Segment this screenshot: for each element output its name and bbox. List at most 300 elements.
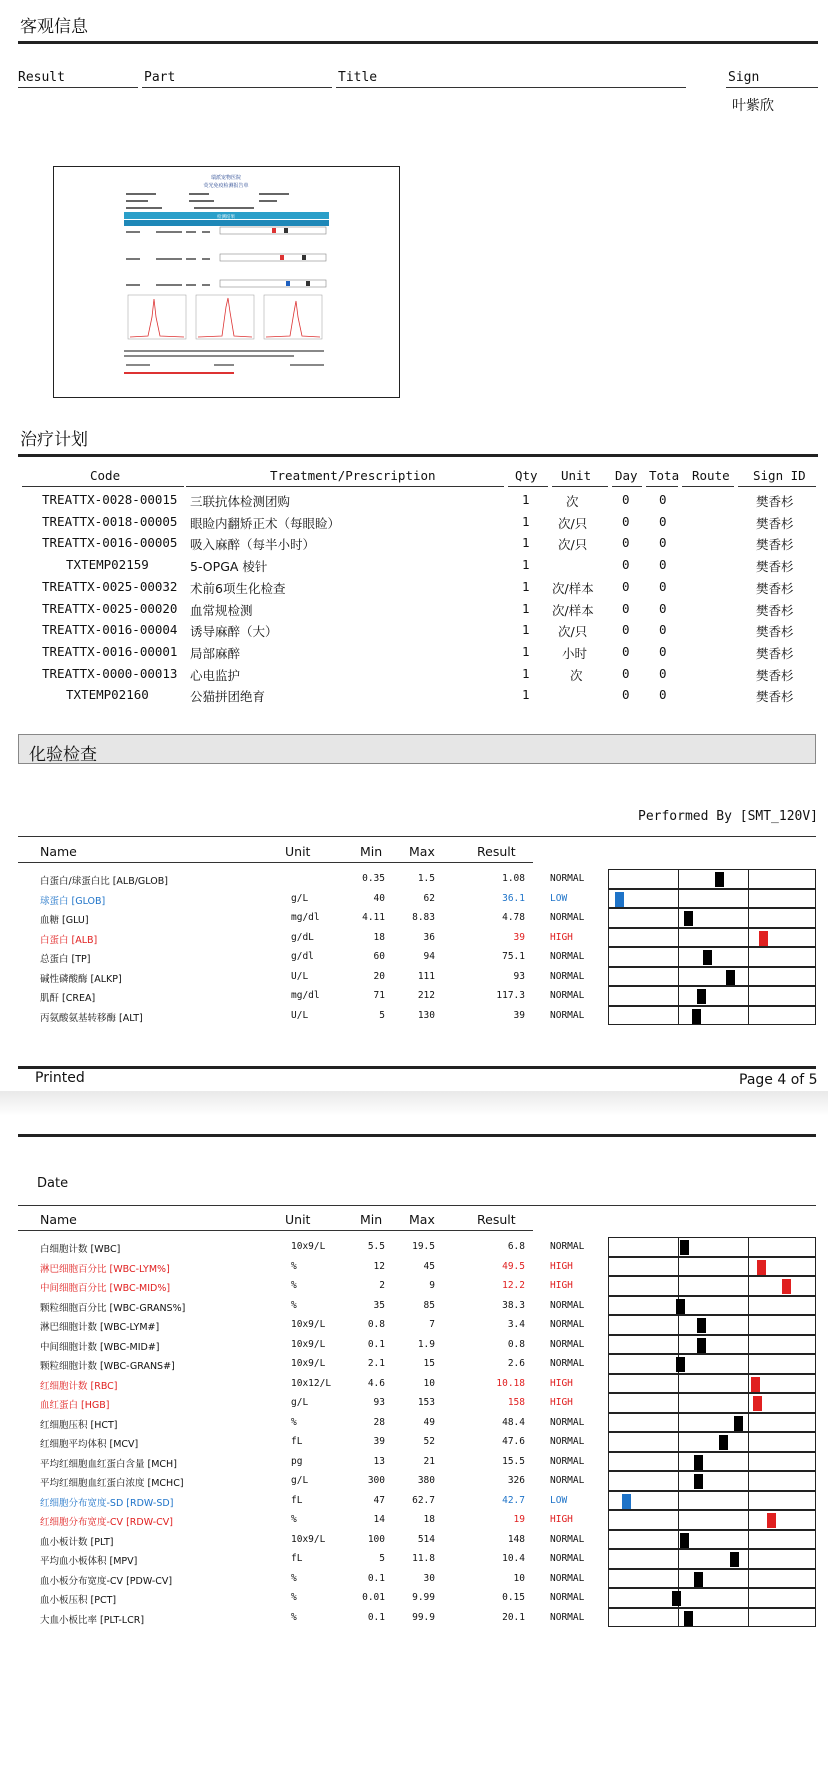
lab-col-unit: Unit (285, 844, 311, 859)
lab-test-min: 4.6 (367, 1377, 385, 1389)
treatment-qty: 1 (522, 557, 530, 573)
gauge-divider (748, 890, 749, 908)
lab-result-row[interactable] (0, 1549, 828, 1569)
treatment-unit: 次/样本 (552, 602, 594, 618)
lab-test-name: 颗粒细胞百分比 [WBC-GRANS%] (40, 1302, 186, 1314)
sign-value: 叶紫欣 (732, 98, 774, 114)
lab-result-row[interactable] (0, 1491, 828, 1511)
lab-test-name: 中间细胞百分比 [WBC-MID%] (40, 1283, 171, 1294)
lab-result-row[interactable] (0, 1432, 828, 1452)
lab-result-row[interactable] (0, 1393, 828, 1413)
lab-test-max: 380 (417, 1475, 435, 1486)
treatment-row[interactable] (0, 663, 828, 685)
lab-test-status: NORMAL (550, 970, 585, 982)
title-label: Title (338, 70, 378, 85)
gauge-divider (678, 890, 679, 908)
lab-test-result: 39 (513, 1009, 525, 1021)
lab2-col-max: Max (409, 1212, 435, 1227)
lab-test-max: 8.83 (412, 912, 435, 923)
lab-result-row[interactable] (0, 908, 828, 928)
treatment-name: 血常规检测 (190, 602, 253, 618)
lab-test-name: 大血小板比率 [PLT-LCR] (40, 1614, 145, 1626)
lab-test-status: NORMAL (550, 1592, 585, 1603)
code-header-line (22, 486, 184, 487)
gauge-divider (748, 1589, 749, 1607)
lab-test-name: 白细胞计数 [WBC] (40, 1244, 121, 1255)
lab-test-unit: fL (291, 1553, 303, 1564)
gauge-marker (684, 1611, 693, 1626)
lab-test-max: 45 (423, 1260, 435, 1272)
gauge-divider (748, 1277, 749, 1295)
lab-test-max: 36 (423, 931, 435, 943)
treatment-name: 诱导麻醉（大） (190, 624, 278, 640)
lab-test-unit: g/dL (291, 931, 314, 943)
printed-label: Printed (35, 1070, 85, 1086)
treatment-name: 局部麻醉 (190, 645, 241, 661)
lab-test-max: 49 (423, 1416, 435, 1428)
lab-test-status: HIGH (550, 1514, 573, 1525)
lab-test-unit: 10x12/L (291, 1377, 332, 1389)
gauge-divider (748, 1570, 749, 1588)
day-header-line (612, 486, 642, 487)
treatment-name: 眼睑内翻矫正术（每眼睑） (190, 515, 341, 531)
lab-test-name: 白蛋白 [ALB] (40, 934, 98, 946)
gauge-marker (767, 1513, 776, 1528)
col-day-header: Day (615, 468, 638, 483)
lab-test-result: 20.1 (502, 1611, 525, 1623)
gauge-divider (748, 1238, 749, 1256)
lab-test-result: 326 (507, 1475, 525, 1486)
lab-section-bar (18, 734, 816, 764)
lab-top-rule (18, 836, 816, 837)
lab-test-unit: % (291, 1416, 297, 1428)
lab-test-max: 85 (423, 1299, 435, 1311)
lab-test-status: NORMAL (550, 1553, 585, 1564)
gauge-divider (678, 1492, 679, 1510)
col-code-header: Code (90, 468, 121, 483)
treatment-sign: 樊香杉 (756, 537, 794, 553)
treatment-section-title: 治疗计划 (20, 430, 88, 450)
gauge-divider (748, 1394, 749, 1412)
lab-test-result: 12.2 (502, 1280, 525, 1291)
gauge-divider (748, 1414, 749, 1432)
range-gauge (608, 1608, 816, 1628)
range-gauge (608, 1315, 816, 1335)
gauge-marker (703, 950, 712, 965)
lab-test-name: 白蛋白/球蛋白比 [ALB/GLOB] (40, 876, 168, 887)
lab-test-result: 10 (513, 1572, 525, 1584)
gauge-divider (678, 1570, 679, 1588)
lab2-col-name: Name (40, 1212, 77, 1227)
treatment-name: 吸入麻醉（每半小时） (190, 537, 316, 553)
treatment-row[interactable] (0, 619, 828, 641)
treatment-code: TREATTX-0016-00005 (42, 535, 178, 551)
treatment-row[interactable] (0, 489, 828, 511)
lab-test-status: HIGH (550, 1260, 573, 1272)
treatment-sign: 樊香杉 (756, 667, 794, 683)
lab-test-unit: % (291, 1260, 297, 1272)
lab-test-min: 300 (367, 1475, 385, 1486)
lab-test-name: 颗粒细胞计数 [WBC-GRANS#] (40, 1361, 175, 1372)
treatment-day: 0 (622, 492, 630, 507)
gauge-marker (715, 872, 724, 887)
thumb-section: 检测结果 (217, 215, 235, 220)
lab-test-result: 15.5 (502, 1455, 525, 1467)
lab-test-max: 9 (429, 1280, 435, 1291)
result-label: Result (18, 70, 65, 85)
lab-test-status: NORMAL (550, 1436, 585, 1447)
lab-result-row[interactable] (0, 1354, 828, 1374)
lab-test-max: 99.9 (412, 1611, 435, 1623)
lab-result-row[interactable] (0, 889, 828, 909)
treatment-row[interactable] (0, 532, 828, 554)
lab-test-name: 淋巴细胞百分比 [WBC-LYM%] (40, 1263, 170, 1275)
treatment-name: 术前6项生化检查 (190, 580, 286, 596)
lab2-top-rule (18, 1205, 816, 1206)
lab-test-status: NORMAL (550, 1475, 585, 1486)
gauge-divider (748, 1316, 749, 1334)
lab-test-result: 93 (513, 970, 525, 982)
lab-result-row[interactable] (0, 1315, 828, 1335)
lab-result-row[interactable] (0, 869, 828, 889)
lab-test-name: 总蛋白 [TP] (40, 954, 91, 965)
lab-test-status: NORMAL (550, 1455, 585, 1467)
treatment-unit: 次/样本 (552, 580, 594, 596)
col-treatment-header: Treatment/Prescription (270, 468, 436, 483)
gauge-divider (678, 1007, 679, 1025)
lab-result-row[interactable] (0, 1257, 828, 1277)
gauge-marker (734, 1416, 743, 1431)
gauge-marker (692, 1009, 701, 1024)
gauge-divider (748, 1336, 749, 1354)
lab-result-row[interactable] (0, 967, 828, 987)
lab-test-unit: U/L (291, 1009, 309, 1021)
lab-result-row[interactable] (0, 986, 828, 1006)
gauge-marker (694, 1572, 703, 1587)
gauge-divider (678, 1609, 679, 1627)
lab-test-min: 20 (373, 970, 385, 982)
col-route-header: Route (692, 468, 730, 483)
lab-test-status: NORMAL (550, 1338, 585, 1350)
part-label: Part (144, 70, 176, 85)
treatment-name: 心电监护 (190, 667, 241, 683)
lab-col-name: Name (40, 844, 77, 859)
lab-test-max: 94 (423, 951, 435, 962)
gauge-marker (757, 1260, 766, 1275)
lab-test-max: 30 (423, 1572, 435, 1584)
gauge-marker (697, 1318, 706, 1333)
treatment-unit: 次 (566, 494, 579, 509)
lab-test-name: 红细胞平均体积 [MCV] (40, 1439, 139, 1450)
lab-test-min: 2 (379, 1280, 385, 1291)
lab-test-unit: 10x9/L (291, 1241, 326, 1252)
gauge-divider (678, 1394, 679, 1412)
treatment-sign: 樊香杉 (756, 580, 794, 596)
range-gauge (608, 1237, 816, 1257)
lab-test-status: NORMAL (550, 1358, 585, 1369)
treatment-qty: 1 (522, 578, 530, 594)
range-gauge (608, 928, 816, 948)
col-sign-header: Sign ID (753, 468, 806, 483)
lab-test-max: 9.99 (412, 1592, 435, 1603)
range-gauge (608, 908, 816, 928)
lab-test-min: 71 (373, 990, 385, 1001)
lab-test-min: 0.8 (367, 1319, 385, 1330)
report-thumbnail-image (54, 167, 399, 397)
treatment-row[interactable] (0, 511, 828, 533)
range-gauge (608, 1432, 816, 1452)
lab-test-result: 0.15 (502, 1592, 525, 1603)
gauge-marker (697, 1338, 706, 1353)
gauge-marker (680, 1240, 689, 1255)
lab-test-status: LOW (550, 892, 568, 904)
gauge-marker (730, 1552, 739, 1567)
lab-test-result: 4.78 (502, 912, 525, 923)
lab-test-name: 平均血小板体积 [MPV] (40, 1556, 138, 1567)
lab-test-result: 148 (507, 1533, 525, 1545)
gauge-marker (615, 892, 624, 907)
lab-test-result: 10.18 (496, 1377, 525, 1389)
lab-test-min: 2.1 (367, 1358, 385, 1369)
lab-test-unit: g/L (291, 892, 309, 904)
treatment-day: 0 (622, 535, 630, 551)
treatment-code: TXTEMP02160 (66, 687, 149, 703)
lab-col-result: Result (477, 844, 516, 859)
gauge-divider (678, 1316, 679, 1334)
lab-result-row[interactable] (0, 1588, 828, 1608)
lab-test-min: 0.1 (367, 1611, 385, 1623)
gauge-marker (694, 1455, 703, 1470)
treatment-code: TREATTX-0028-00015 (42, 492, 178, 507)
treatment-row[interactable] (0, 598, 828, 620)
treatment-code: TXTEMP02159 (66, 557, 149, 573)
treatment-total: 0 (659, 687, 667, 703)
lab-test-max: 1.5 (417, 873, 435, 884)
treatment-code: TREATTX-0025-00032 (42, 578, 178, 594)
lab-test-unit: 10x9/L (291, 1319, 326, 1330)
range-gauge (608, 947, 816, 967)
lab-test-status: NORMAL (550, 951, 585, 962)
gauge-divider (748, 909, 749, 927)
gauge-divider (748, 948, 749, 966)
lab-test-min: 14 (373, 1514, 385, 1525)
objective-section-title: 客观信息 (20, 17, 88, 37)
treatment-day: 0 (622, 557, 630, 573)
sign-line (726, 87, 818, 88)
page-footer-rule (18, 1066, 816, 1069)
treatment-name: 三联抗体检测团购 (190, 494, 291, 509)
lab-test-result: 3.4 (507, 1319, 525, 1330)
lab-test-result: 2.6 (507, 1358, 525, 1369)
treatment-row[interactable] (0, 684, 828, 706)
col-total-header: Tota (649, 468, 680, 483)
lab-test-result: 0.8 (507, 1338, 525, 1350)
lab-result-row[interactable] (0, 1413, 828, 1433)
lab-result-row[interactable] (0, 1374, 828, 1394)
lab-test-status: HIGH (550, 931, 573, 943)
lab-test-name: 血小板计数 [PLT] (40, 1536, 114, 1548)
lab-result-row[interactable] (0, 1296, 828, 1316)
lab-test-result: 1.08 (502, 873, 525, 884)
report-thumbnail[interactable] (53, 166, 400, 398)
treatment-code: TREATTX-0016-00001 (42, 643, 178, 659)
route-header-line (682, 486, 734, 487)
lab-test-result: 38.3 (502, 1299, 525, 1311)
lab-result-row[interactable] (0, 1335, 828, 1355)
lab-test-min: 18 (373, 931, 385, 943)
treatment-sign: 樊香杉 (756, 645, 794, 661)
treatment-sign: 樊香杉 (756, 494, 794, 509)
lab-result-row[interactable] (0, 1569, 828, 1589)
lab-test-unit: 10x9/L (291, 1358, 326, 1369)
gauge-divider (748, 1375, 749, 1393)
range-gauge (608, 1588, 816, 1608)
lab-result-row[interactable] (0, 1608, 828, 1628)
sign-header-line (738, 486, 816, 487)
range-gauge (608, 1006, 816, 1026)
lab-result-row[interactable] (0, 928, 828, 948)
range-gauge (608, 1471, 816, 1491)
range-gauge (608, 1257, 816, 1277)
lab-result-row[interactable] (0, 1452, 828, 1472)
range-gauge (608, 1374, 816, 1394)
treatment-row[interactable] (0, 554, 828, 576)
lab-result-row[interactable] (0, 947, 828, 967)
lab-test-max: 11.8 (412, 1553, 435, 1564)
lab-result-row[interactable] (0, 1530, 828, 1550)
lab-test-unit: % (291, 1572, 297, 1584)
treatment-unit: 次/只 (558, 624, 588, 640)
treatment-sign: 樊香杉 (756, 559, 794, 575)
range-gauge (608, 1530, 816, 1550)
gauge-marker (676, 1357, 685, 1372)
treatment-qty: 1 (522, 513, 530, 529)
col-unit-header: Unit (561, 468, 592, 483)
lab-test-min: 39 (373, 1436, 385, 1447)
treatment-qty: 1 (522, 535, 530, 551)
gauge-divider (678, 1433, 679, 1451)
lab-test-status: NORMAL (550, 1533, 585, 1545)
lab-test-max: 62.7 (412, 1494, 435, 1506)
lab-test-max: 10 (423, 1377, 435, 1389)
gauge-divider (748, 1472, 749, 1490)
performed-by: Performed By [SMT_120V] (638, 809, 819, 824)
lab-test-name: 血红蛋白 [HGB] (40, 1400, 110, 1411)
lab-test-max: 62 (423, 892, 435, 904)
lab-test-name: 球蛋白 [GLOB] (40, 895, 106, 907)
lab-test-min: 47 (373, 1494, 385, 1506)
lab-test-max: 153 (417, 1397, 435, 1408)
treatment-total: 0 (659, 643, 667, 659)
treatment-total: 0 (659, 622, 667, 638)
treatment-qty: 1 (522, 665, 530, 681)
lab-test-min: 100 (367, 1533, 385, 1545)
lab-test-status: NORMAL (550, 912, 585, 923)
gauge-divider (748, 1453, 749, 1471)
lab-test-unit: g/L (291, 1475, 309, 1486)
gauge-divider (748, 1531, 749, 1549)
lab-test-min: 0.35 (362, 873, 385, 884)
gauge-marker (676, 1299, 685, 1314)
lab-result-row[interactable] (0, 1276, 828, 1296)
treatment-row[interactable] (0, 641, 828, 663)
gauge-divider (748, 1007, 749, 1025)
gauge-divider (748, 1258, 749, 1276)
treatment-row[interactable] (0, 576, 828, 598)
lab-test-unit: % (291, 1299, 297, 1311)
lab-test-min: 28 (373, 1416, 385, 1428)
lab-test-max: 52 (423, 1436, 435, 1447)
lab-test-max: 7 (429, 1319, 435, 1330)
treatment-day: 0 (622, 513, 630, 529)
lab-test-name: 红细胞压积 [HCT] (40, 1419, 118, 1431)
unit-header-line (552, 486, 608, 487)
lab-result-row[interactable] (0, 1510, 828, 1530)
lab-test-min: 5 (379, 1553, 385, 1564)
gauge-marker (684, 911, 693, 926)
gauge-divider (678, 1258, 679, 1276)
lab-test-status: HIGH (550, 1280, 573, 1291)
title-line (336, 87, 686, 88)
treatment-sign: 樊香杉 (756, 515, 794, 531)
range-gauge (608, 967, 816, 987)
lab-test-status: NORMAL (550, 1611, 585, 1623)
lab-test-result: 158 (507, 1397, 525, 1408)
gauge-marker (726, 970, 735, 985)
lab-test-min: 5 (379, 1009, 385, 1021)
gauge-marker (694, 1474, 703, 1489)
lab-test-max: 130 (417, 1009, 435, 1021)
gauge-divider (678, 1511, 679, 1529)
lab-test-unit: 10x9/L (291, 1533, 326, 1545)
lab-test-name: 红细胞分布宽度-CV [RDW-CV] (40, 1517, 173, 1528)
lab-test-max: 212 (417, 990, 435, 1001)
lab-test-name: 血小板压积 [PCT] (40, 1595, 117, 1606)
lab-test-unit: fL (291, 1494, 303, 1506)
lab-col-max: Max (409, 844, 435, 859)
treatment-day: 0 (622, 687, 630, 703)
range-gauge (608, 986, 816, 1006)
treatment-sign: 樊香杉 (756, 624, 794, 640)
lab-test-result: 49.5 (502, 1260, 525, 1272)
gauge-divider (678, 948, 679, 966)
treatment-day: 0 (622, 600, 630, 616)
treatment-total: 0 (659, 492, 667, 507)
gauge-divider (748, 870, 749, 888)
treatment-total: 0 (659, 665, 667, 681)
gauge-divider (678, 968, 679, 986)
lab-test-max: 1.9 (417, 1338, 435, 1350)
range-gauge (608, 1510, 816, 1530)
sign-label: Sign (728, 70, 760, 85)
gauge-marker (622, 1494, 631, 1509)
objective-title-rule (18, 41, 818, 44)
lab-test-name: 平均红细胞血红蛋白浓度 [MCHC] (40, 1478, 184, 1489)
part-line (142, 87, 332, 88)
gauge-divider (678, 909, 679, 927)
lab-test-unit: g/L (291, 1397, 309, 1408)
lab-result-row[interactable] (0, 1006, 828, 1026)
gauge-divider (678, 987, 679, 1005)
lab-test-status: NORMAL (550, 1241, 585, 1252)
lab-test-status: HIGH (550, 1377, 573, 1389)
lab-test-min: 93 (373, 1397, 385, 1408)
lab-result-row[interactable] (0, 1471, 828, 1491)
treatment-total: 0 (659, 535, 667, 551)
treatment-name: 公猫拼团绝育 (190, 689, 266, 705)
lab-result-row[interactable] (0, 1237, 828, 1257)
gauge-divider (748, 968, 749, 986)
